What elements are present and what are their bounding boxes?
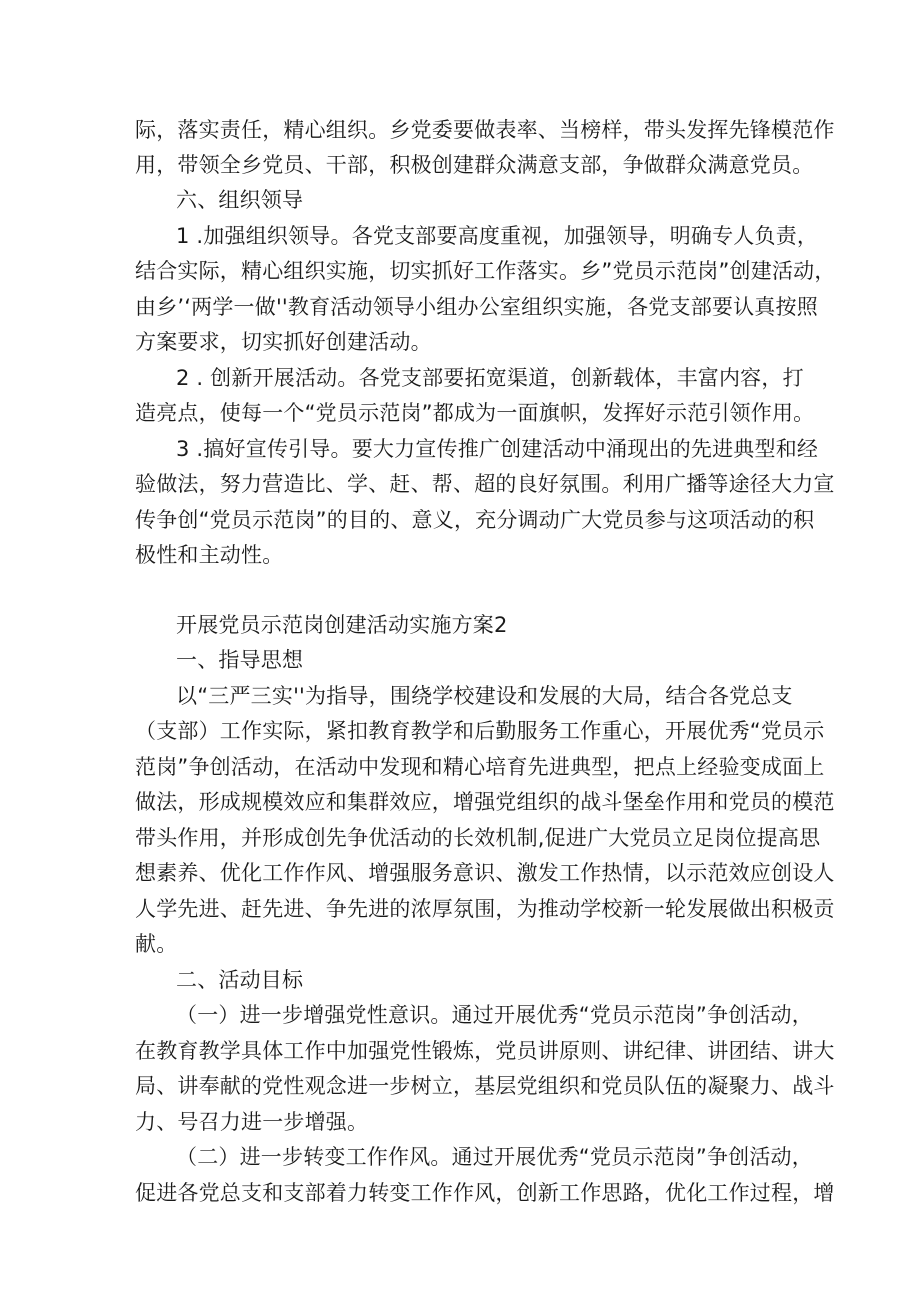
text-line: 献。 xyxy=(135,932,178,956)
document-title: 开展党员示范岗创建活动实施方案2 xyxy=(176,613,508,637)
section-heading: 一、指导思想 xyxy=(176,648,304,672)
text-line: 传争创“党员示范岗”的目的、意义，充分调动广大党员参与这项活动的积 xyxy=(135,508,815,532)
text-line: 局、讲奉献的党性观念进一步树立，基层党组织和党员队伍的凝聚力、战斗 xyxy=(135,1074,835,1098)
text-line: 人学先进、赶先进、争先进的浓厚氛围，为推动学校新一轮发展做出积极贡 xyxy=(135,897,835,921)
text-line: 想素养、优化工作作风、增强服务意识、激发工作热情，以示范效应创设人 xyxy=(135,861,835,885)
section-heading: 二、活动目标 xyxy=(176,968,304,992)
text-line: 范岗”争创活动，在活动中发现和精心培育先进典型，把点上经验变成面上 xyxy=(135,755,825,779)
text-line: 在教育教学具体工作中加强党性锻炼，党员讲原则、讲纪律、讲团结、讲大 xyxy=(135,1039,835,1063)
text-line: 用，带领全乡党员、干部，积极创建群众满意支部，争做群众满意党员。 xyxy=(135,153,814,177)
text-line: （二）进一步转变工作作风。通过开展优秀“党员示范岗”争创活动， xyxy=(176,1145,813,1169)
text-line: （支部）工作实际，紧扣教育教学和后勤服务工作重心，开展优秀“党员示 xyxy=(135,719,825,743)
text-line: 以“三严三实''为指导，围绕学校建设和发展的大局，结合各党总支 xyxy=(176,684,793,708)
text-line: 方案要求，切实抓好创建活动。 xyxy=(135,330,432,354)
text-line: 带头作用，并形成创先争优活动的长效机制,促进广大党员立足岗位提高思 xyxy=(135,826,821,850)
text-line: 际，落实责任，精心组织。乡党委要做表率、当榜样，带头发挥先锋模范作 xyxy=(135,118,835,142)
text-line: 促进各党总支和支部着力转变工作作风，创新工作思路，优化工作过程，增 xyxy=(135,1181,835,1205)
text-line: 造亮点，使每一个“党员示范岗”都成为一面旗帜，发挥好示范引领作用。 xyxy=(135,401,815,425)
text-line: 做法，形成规模效应和集群效应，增强党组织的战斗堡垒作用和党员的模范 xyxy=(135,790,835,814)
text-line: 由乡’‘两学一做''教育活动领导小组办公室组织实施，各党支部要认真按照 xyxy=(135,295,818,319)
text-line: （一）进一步增强党性意识。通过开展优秀“党员示范岗”争创活动， xyxy=(176,1003,813,1027)
text-line: 结合实际，精心组织实施，切实抓好工作落实。乡”党员示范岗”创建活动， xyxy=(135,259,836,283)
text-line: 2 . 创新开展活动。各党支部要拓宽渠道，创新载体，丰富内容，打 xyxy=(176,366,804,390)
text-line: 验做法，努力营造比、学、赶、帮、超的良好氛围。利用广播等途径大力宣 xyxy=(135,472,835,496)
text-line: 力、号召力进一步增强。 xyxy=(135,1110,369,1134)
text-line: 1 .加强组织领导。各党支部要高度重视，加强领导，明确专人负责， xyxy=(176,224,819,248)
text-line: 3 .搞好宣传引导。要大力宣传推广创建活动中涌现出的先进典型和经 xyxy=(176,437,819,461)
text-line: 极性和主动性。 xyxy=(135,543,284,567)
section-heading: 六、组织领导 xyxy=(176,188,304,212)
